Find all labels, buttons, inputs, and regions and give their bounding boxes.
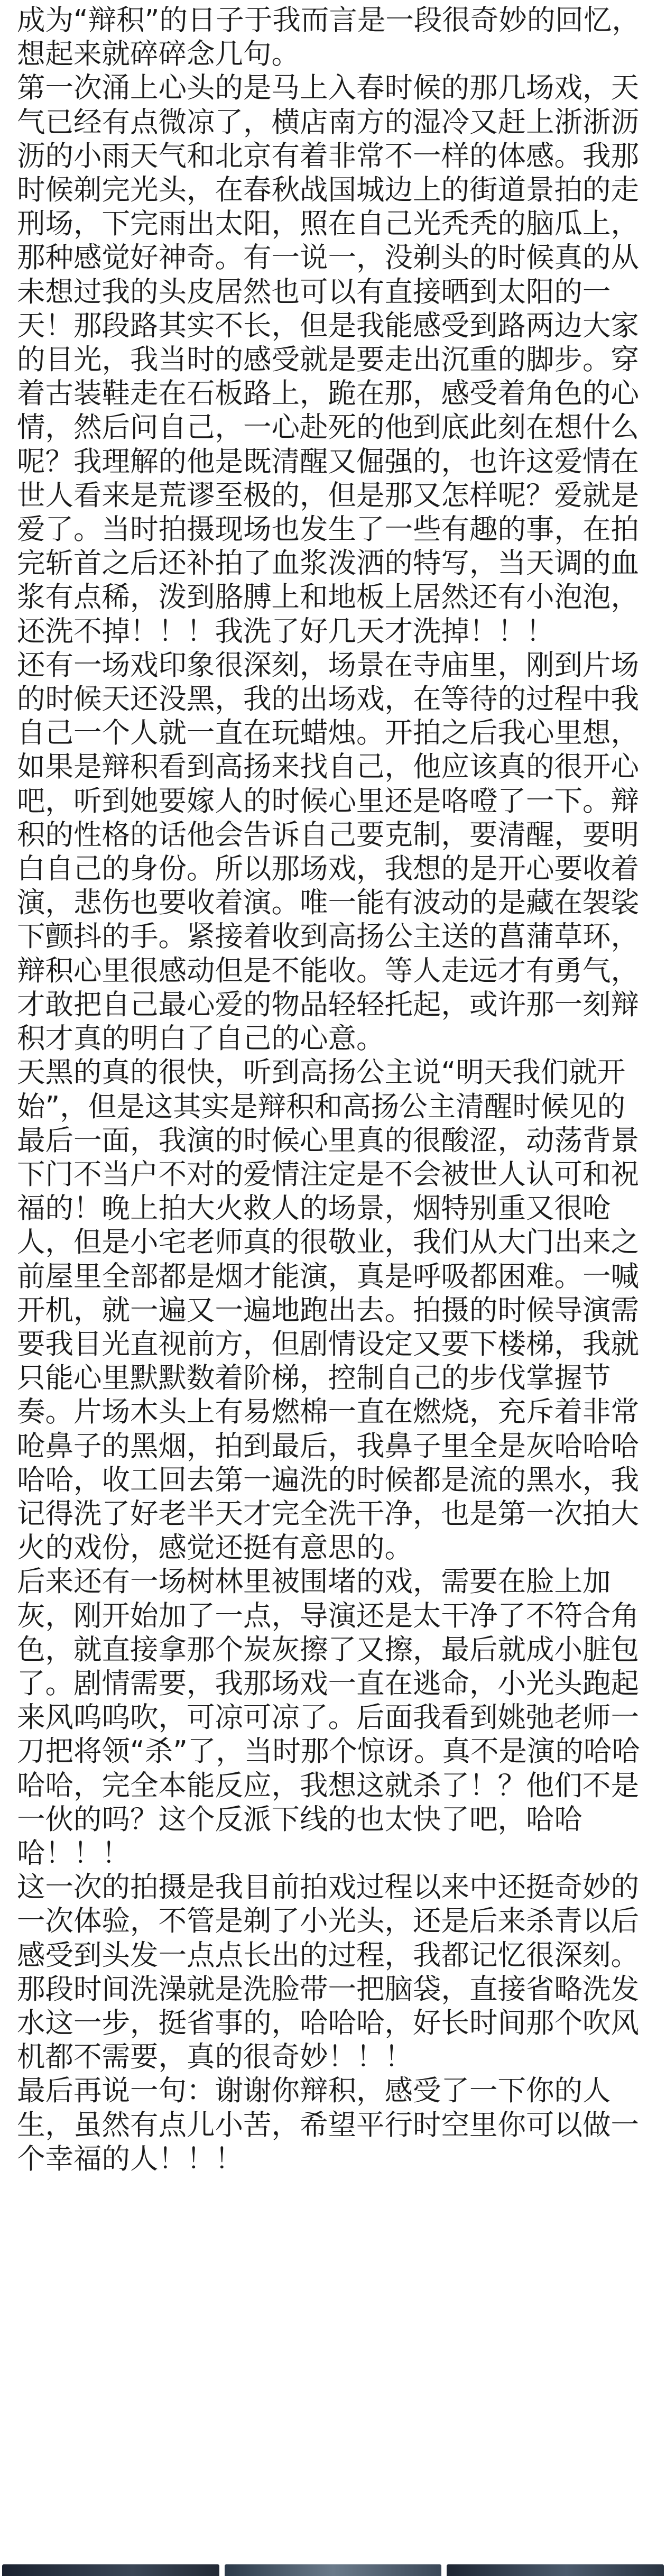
post-body bbox=[17, 3, 649, 2176]
paragraph-forest-scene: 后来还有一场树林里被围堵的戏，需要在脸上加灰，刚开始加了一点，导演还是太干净了不符合角色，就直接拿那个炭灰擦了又擦，最后就成小脏包了。剧情需要，我那场戏一直在逃命，小光头跑起来风呜呜吹，可凉可凉了。后面我看到姚弛老师一刀把将领“杀”了，当时那个惊讶。真不是演的哈哈哈哈，完全本能反应，我想这就杀了！？他们不是一伙的吗？这个反派下线的也太快了吧，哈哈哈！！！ bbox=[17, 1565, 640, 1870]
paragraph-closing: 最后再说一句：谢谢你辩积，感受了一下你的人生，虽然有点儿小苦，希望平行时空里你可以做一个幸福的人！！！ bbox=[17, 2074, 639, 2175]
paragraph-intro: 成为“辩积”的日子于我而言是一段很奇妙的回忆，想起来就碎碎念几句。 bbox=[17, 3, 640, 71]
photo-thumbnail[interactable] bbox=[447, 2564, 664, 2576]
paragraph-temple-scene: 还有一场戏印象很深刻，场景在寺庙里，刚到片场的时候天还没黑，我的出场戏，在等待的过程中我自己一个人就一直在玩蜡烛。开拍之后我心里想，如果是辩积看到高扬来找自己，他应该真的很开心吧，听到她要嫁人的时候心里还是咯噔了一下。辩积的性格的话他会告诉自己要克制，要清醒，要明白自己的身份。所以那场戏，我想的是开心要收着演，悲伤也要收着演。唯一能有波动的是藏在袈裟下颤抖的手。紧接着收到高扬公主送的菖蒲草环，辩积心里很感动但是不能收。等人走远才有勇气，才敢把自己最心爱的物品轻轻托起，或许那一刻辩积才真的明白了自己的心意。 bbox=[17, 648, 639, 1055]
image-thumbnail-strip bbox=[0, 2564, 666, 2576]
photo-thumbnail[interactable] bbox=[225, 2564, 442, 2576]
paragraph-experience: 这一次的拍摄是我目前拍戏过程以来中还挺奇妙的一次体验，不管是剃了小光头，还是后来杀青以后感受到头发一点点长出的过程，我都记忆很深刻。那段时间洗澡就是洗脸带一把脑袋，直接省略洗发水这一步，挺省事的，哈哈哈，好长时间那个吹风机都不需要，真的很奇妙！！！ bbox=[17, 1870, 639, 2074]
paragraph-fire-scene: 天黑的真的很快，听到高扬公主说“明天我们就开始”，但是这其实是辩积和高扬公主清醒时候见的最后一面，我演的时候心里真的很酸涩，动荡背景下门不当户不对的爱情注定是不会被世人认可和祝福的！晚上拍大火救人的场景，烟特别重又很呛人，但是小宅老师真的很敬业，我们从大门出来之前屋里全部都是烟才能演，真是呼吸都困难。一喊开机，就一遍又一遍地跑出去。拍摄的时候导演需要我目光直视前方，但剧情设定又要下楼梯，我就只能心里默默数着阶梯，控制自己的步伐掌握节奏。片场木头上有易燃棉一直在燃烧，充斥着非常呛鼻子的黑烟，拍到最后，我鼻子里全是灰哈哈哈哈哈，收工回去第一遍洗的时候都是流的黑水，我记得洗了好老半天才完全洗干净，也是第一次拍大火的戏份，感觉还挺有意思的。 bbox=[17, 1055, 639, 1565]
paragraph-execution-scene: 第一次涌上心头的是马上入春时候的那几场戏，天气已经有点微凉了，横店南方的湿冷又赶上浙浙沥沥的小雨天气和北京有着非常不一样的体感。我那时候剃完光头，在春秋战国城边上的街道景拍的走刑场，下完雨出太阳，照在自己光秃秃的脑瓜上，那种感觉好神奇。有一说一，没剃头的时候真的从未想过我的头皮居然也可以有直接晒到太阳的一天！那段路其实不长，但是我能感受到路两边大家的目光，我当时的感受就是要走出沉重的脚步。穿着古装鞋走在石板路上，跪在那，感受着角色的心情，然后问自己，一心赴死的他到底此刻在想什么呢？我理解的他是既清醒又倔强的，也许这爱情在世人看来是荒谬至极的，但是那又怎样呢？爱就是爱了。当时拍摄现场也发生了一些有趣的事，在拍完斩首之后还补拍了血浆泼洒的特写，当天调的血浆有点稀，泼到胳膊上和地板上居然还有小泡泡，还洗不掉！！！我洗了好几天才洗掉！！！ bbox=[17, 71, 639, 648]
photo-thumbnail[interactable] bbox=[2, 2564, 219, 2576]
